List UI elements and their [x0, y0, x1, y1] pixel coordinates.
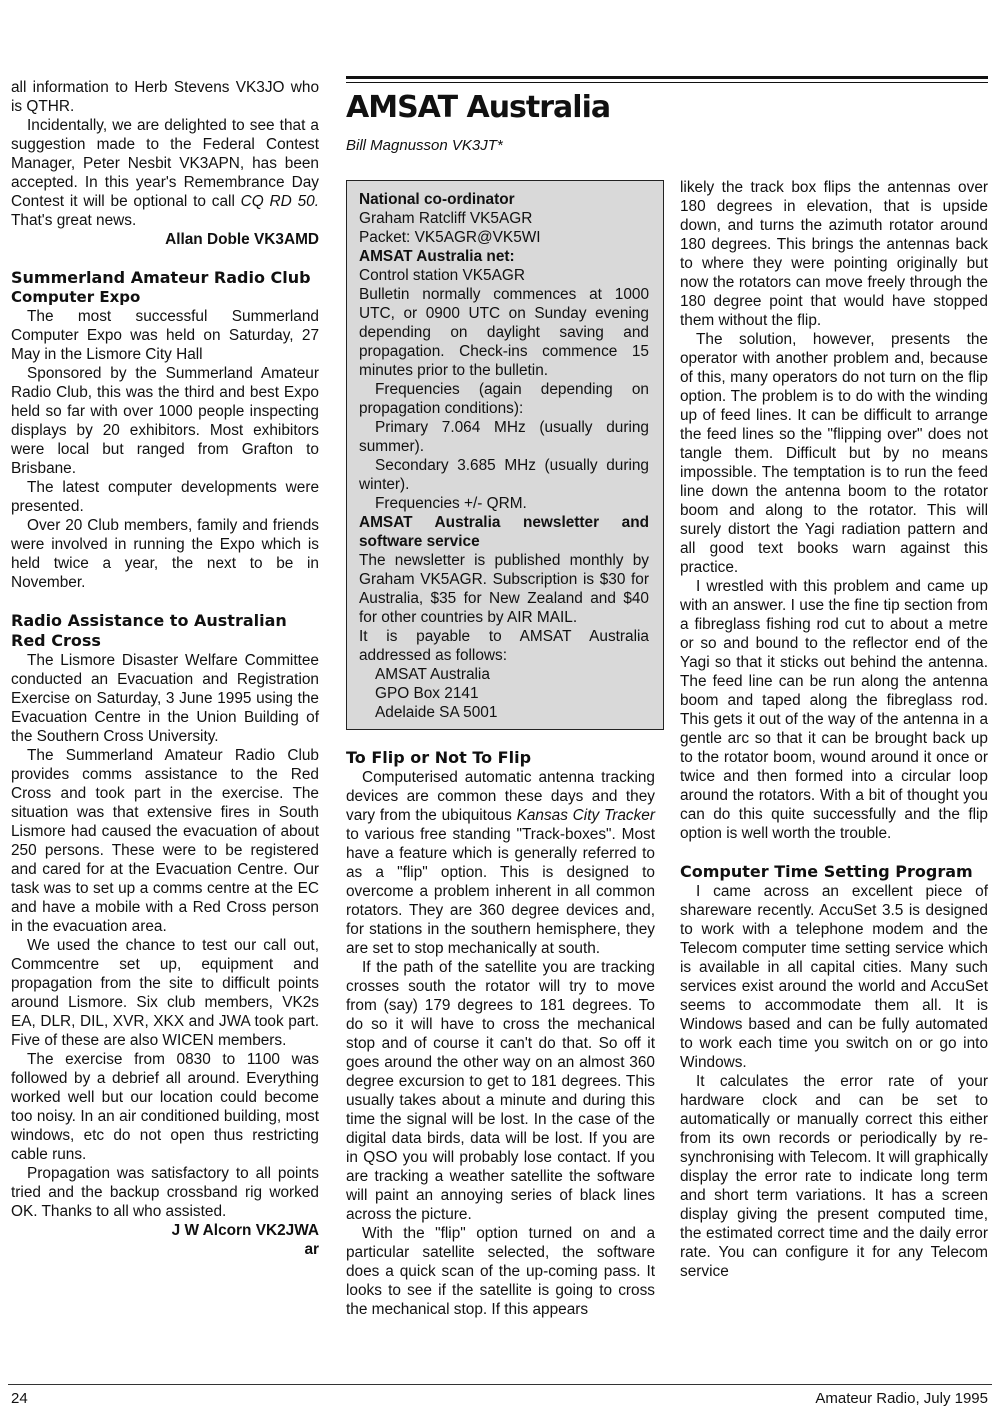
paragraph: It calculates the error rate of your hardware clock and can be set to automatically or manually correct this either from its own records or periodically by re-synchronising with Telecom. It will graphically display the error rate to indicate long term and short term variations. It has a screen display giving the present computed time, the estimated correct time and the daily error rate. You can configure it for any Telecom service — [680, 1073, 988, 1280]
signature: J W Alcorn VK2JWA — [171, 1222, 319, 1239]
paragraph: If the path of the satellite you are tracking crosses south the rotator will try to move from (say) 179 degrees to 181 degrees. To do so it will have to cross the mechanical stop and of course it can't do that. So off it goes around the other way on an almost 360 degree excursion to get to 181 degrees. This usually takes about a minute and during this time the signal will be lost. In the case of the digital data birds, data will be lost. If you are in QSO you will probably lose contact. If you are tracking a weather satellite the software will paint an annoying series of black lines across the picture. — [346, 959, 655, 1223]
text-span: Computerised automatic antenna tracking devices are common these days and they vary from the ubiquitous — [346, 769, 655, 824]
signature: Allan Doble VK3AMD — [165, 231, 319, 248]
address-line: GPO Box 2141 — [375, 685, 479, 702]
column-right — [680, 178, 988, 1281]
paragraph: With the "flip" option turned on and a particular satellite selected, the software does a quick scan of the up-coming pass. It looks to see if the satellite is going to cross the mechanical stop. If this appears — [346, 1225, 655, 1318]
paragraph: The solution, however, presents the operator with another problem and, because of this, many operators do not turn on the flip option. The problem is to do with the winding up of feed lines. It can be difficult to arrange the feed lines so the "flipping over" does not tangle them. Difficult but by no means impossible. The temptation is to run the feed line down the antenna boom to the rotator boom and along to the rotator. This will surely distort the Yagi radiation pattern and all good text books warn against this practice. — [680, 331, 988, 576]
paragraph: We used the chance to test our call out, Commcentre set up, equipment and propagation from the site to difficult points around Lismore. Six club members, VK2s EA, DLR, DIL, XVR, XKX and JWA took part. Five of these are also WICEN members. — [11, 937, 319, 1049]
text-span: to various free standing "Track-boxes". Most have a feature which is generally referred to as a "flip" option. This is designed to overcome a problem inherent in all common rotators. They are 360 degree devices and, for stations in the southern hemisphere, they are set to stop mechanically at south. — [346, 826, 655, 957]
text-span: Incidentally, we are delighted to see that a suggestion made to the Federal Contest Manager, Peter Nesbit VK3APN, has been accepted. In this year's Remembrance Day Contest it will be optional to call — [11, 117, 319, 210]
paragraph: I came across an excellent piece of shareware recently. AccuSet 3.5 is designed to work with a telephone modem and the Telecom computer time setting service which is available in all capital cities. Many such services exist around the world and AccuSet seems to accommodate them all. It is Windows based and can be fully automated to work each time you switch on or go into Windows. — [680, 883, 988, 1071]
section-heading: Computer Time Setting Program — [680, 862, 973, 881]
box-paragraph: Frequencies (again depending on propagation conditions): — [359, 381, 649, 417]
column-left — [11, 78, 319, 1259]
box-heading: AMSAT Australia net: — [359, 248, 515, 265]
paragraph: Sponsored by the Summerland Amateur Radio Club, this was the third and best Expo held so far with over 1000 people inspecting displays by 20 exhibitors. Most exhibitors were local but ranged from Grafton to Brisbane. — [11, 365, 319, 477]
subsection-heading: Computer Expo — [11, 288, 141, 306]
publication-info: Amateur Radio, July 1995 — [815, 1390, 988, 1407]
paragraph: The Lismore Disaster Welfare Committee conducted an Evacuation and Registration Exercise on Saturday, 3 June 1995 using the Evacuation Centre in the Union Building of the Southern Cross University. — [11, 652, 319, 745]
box-paragraph: Secondary 3.685 MHz (usually during winter). — [359, 457, 649, 493]
box-paragraph: Primary 7.064 MHz (usually during summer). — [359, 419, 649, 455]
box-paragraph: Frequencies +/- QRM. — [375, 495, 527, 512]
end-mark: ar — [304, 1241, 319, 1258]
paragraph: The Summerland Amateur Radio Club provides comms assistance to the Red Cross and took part in the exercise. The situation was that extensive fires in South Lismore had caused the evacuation of about 250 persons. These were to be registered and cared for at the Evacuation Centre. Our task was to set up a comms centre at the EC and have a mobile with a Red Cross person in the evacuation area. — [11, 747, 319, 935]
box-paragraph: It is payable to AMSAT Australia addressed as follows: — [359, 628, 649, 664]
article-title: AMSAT Australia — [346, 90, 611, 125]
footer-rule — [8, 1384, 992, 1385]
section-heading: Radio Assistance to Australian Red Cross — [11, 611, 287, 650]
paragraph — [346, 768, 655, 958]
paragraph — [11, 116, 319, 230]
box-paragraph: The newsletter is published monthly by Graham VK5AGR. Subscription is $30 for Australia, $35 for New Zealand and $40 for other countries by AIR MAIL. — [359, 552, 649, 626]
box-line: Control station VK5AGR — [359, 267, 525, 284]
paragraph: Propagation was satisfactory to all points tried and the backup crossband rig worked OK. Thanks to all who assisted. — [11, 1165, 319, 1220]
box-line: Packet: VK5AGR@VK5WI — [359, 229, 541, 246]
address-line: Adelaide SA 5001 — [375, 704, 498, 721]
italic-text: CQ RD 50. — [240, 193, 319, 210]
paragraph: The latest computer developments were presented. — [11, 479, 319, 515]
italic-text: Kansas City Tracker — [516, 807, 655, 824]
paragraph: I wrestled with this problem and came up with an answer. I use the fine tip section from a fibreglass fishing rod cut to about a metre or so and bound to the reflector end of the Yagi so that it sticks out behind the antenna. The feed line can be run along the antenna boom and taped along the fibreglass rod. This gets it out of the way of the antenna in a gentle arc so that it can be brought back up to the rotator boom, wound around it once or twice and then formed into a circular loop around the rotators. With a bit of thought you can do this quite successfully and the flip option is well worth the trouble. — [680, 578, 988, 842]
page-number: 24 — [11, 1390, 28, 1407]
text-span: That's great news. — [11, 212, 137, 229]
paragraph: all information to Herb Stevens VK3JO who is QTHR. — [11, 79, 319, 115]
section-heading: To Flip or Not To Flip — [346, 748, 532, 767]
box-paragraph: Bulletin normally commences at 1000 UTC, or 0900 UTC on Sunday evening depending on daylight saving and propagation. Check-ins commence 15 minutes prior to the bulletin. — [359, 286, 649, 379]
paragraph: Over 20 Club members, family and friends were involved in running the Expo which is held twice a year, the next to be in November. — [11, 517, 319, 591]
paragraph: likely the track box flips the antennas over 180 degrees in elevation, that is upside down, and turns the azimuth rotator around 180 degrees. This brings the antennas back to where they were pointing originally but now the rotators can move freely through the 180 degree point that would have stopped them without the flip. — [680, 179, 988, 329]
column-middle — [346, 748, 655, 1319]
box-line: Graham Ratcliff VK5AGR — [359, 210, 533, 227]
header-rule-thin — [346, 82, 988, 83]
paragraph: The exercise from 0830 to 1100 was followed by a debrief all around. Everything worked well but our location could become too noisy. In an air conditioned building, most windows, etc do not open thus restricting cable runs. — [11, 1051, 319, 1163]
info-box — [346, 180, 664, 730]
section-heading: Summerland Amateur Radio Club — [11, 268, 311, 287]
box-heading: AMSAT Australia newsletter and software service — [359, 514, 649, 550]
article-author: Bill Magnusson VK3JT* — [346, 137, 503, 154]
paragraph: The most successful Summerland Computer Expo was held on Saturday, 27 May in the Lismore City Hall — [11, 308, 319, 363]
header-rule — [346, 76, 988, 79]
address-line: AMSAT Australia — [375, 666, 490, 683]
box-heading: National co-ordinator — [359, 191, 515, 208]
